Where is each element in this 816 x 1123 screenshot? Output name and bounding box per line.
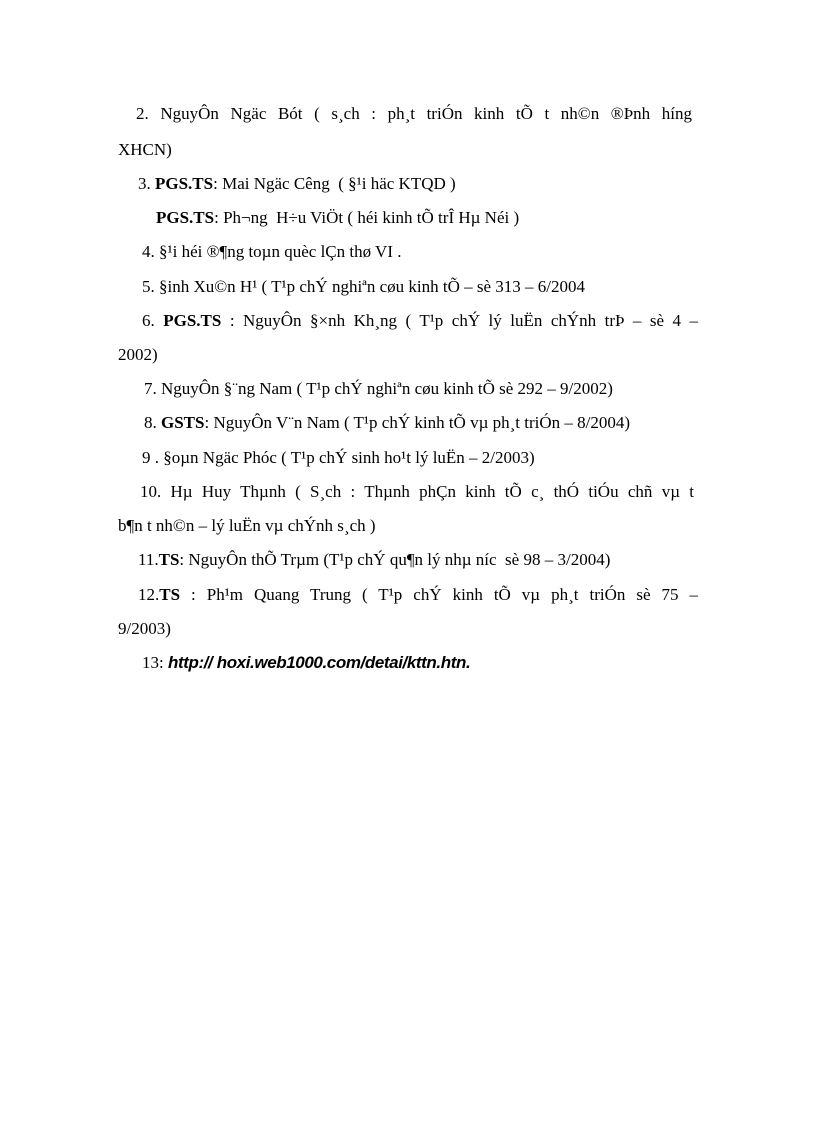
reference-6-number: 6. (142, 311, 164, 330)
reference-12-line-1 (138, 585, 698, 605)
reference-12-line-2: 9/2003) (118, 619, 171, 638)
reference-13-url[interactable]: http:// hoxi.web1000.com/detai/kttn.htn. (167, 653, 471, 672)
reference-6-title: PGS.TS (163, 311, 222, 330)
reference-12-text: : Ph¹m Quang Trung ( T¹p chÝ kinh tÕ vµ ph¸t triÓn sè 75 – (180, 585, 698, 604)
reference-5: 5. §inh Xu©n H¹ ( T¹p chÝ nghiªn cøu kinh tÕ – sè 313 – 6/2004 (142, 277, 586, 296)
reference-8-title: GSTS (161, 413, 205, 432)
reference-2-line-2: XHCN) (118, 140, 172, 159)
reference-8-text: : NguyÔn V¨n Nam ( T¹p chÝ kinh tÕ vµ ph¸t triÓn – 8/2004) (204, 413, 631, 432)
reference-6-text: : NguyÔn §×nh Kh¸ng ( T¹p chÝ lý luËn chÝnh trÞ – sè 4 – (221, 311, 699, 330)
reference-11 (138, 550, 816, 570)
reference-6-line-2: 2002) (118, 345, 158, 364)
reference-12-number: 12. (138, 585, 160, 604)
reference-13-number: 13: (142, 653, 168, 672)
reference-3b (156, 208, 816, 228)
reference-10-line-1: 10. Hµ Huy Thµnh ( S¸ch : Thµnh phÇn kinh tÕ c¸ thÓ tiÓu chñ vµ t (140, 482, 694, 501)
reference-12-title: TS (159, 585, 181, 604)
reference-4: 4. §¹i héi ®¶ng toµn quèc lÇn thø VI . (142, 242, 402, 261)
reference-6-line-1 (142, 311, 698, 331)
reference-11-title: TS (158, 550, 180, 569)
reference-2-line-1: 2. NguyÔn Ngäc Bót ( s¸ch : ph¸t triÓn kinh tÕ t nh©n ®Þnh híng (136, 104, 692, 123)
reference-11-number: 11. (138, 550, 159, 569)
reference-3 (138, 174, 816, 194)
reference-13 (142, 653, 816, 673)
reference-11-text: : NguyÔn thÕ Trµm (T¹p chÝ qu¶n lý nhµ níc sè 98 – 3/2004) (179, 550, 611, 569)
reference-8 (144, 413, 816, 433)
reference-8-number: 8. (144, 413, 161, 432)
reference-3-text: : Mai Ngäc Cêng ( §¹i häc KTQD ) (213, 174, 456, 193)
reference-3-number: 3. (138, 174, 155, 193)
reference-9: 9 . §oµn Ngäc Phóc ( T¹p chÝ sinh ho¹t lý luËn – 2/2003) (142, 448, 535, 467)
reference-10-line-2: b¶n t nh©n – lý luËn vµ chÝnh s¸ch ) (118, 516, 376, 535)
reference-3-title: PGS.TS (155, 174, 214, 193)
reference-3b-text: : Ph¬ng H÷u ViÖt ( héi kinh tÕ trÎ Hµ Néi ) (214, 208, 520, 227)
reference-7: 7. NguyÔn §¨ng Nam ( T¹p chÝ nghiªn cøu kinh tÕ sè 292 – 9/2002) (144, 379, 613, 398)
reference-3b-title: PGS.TS (156, 208, 215, 227)
